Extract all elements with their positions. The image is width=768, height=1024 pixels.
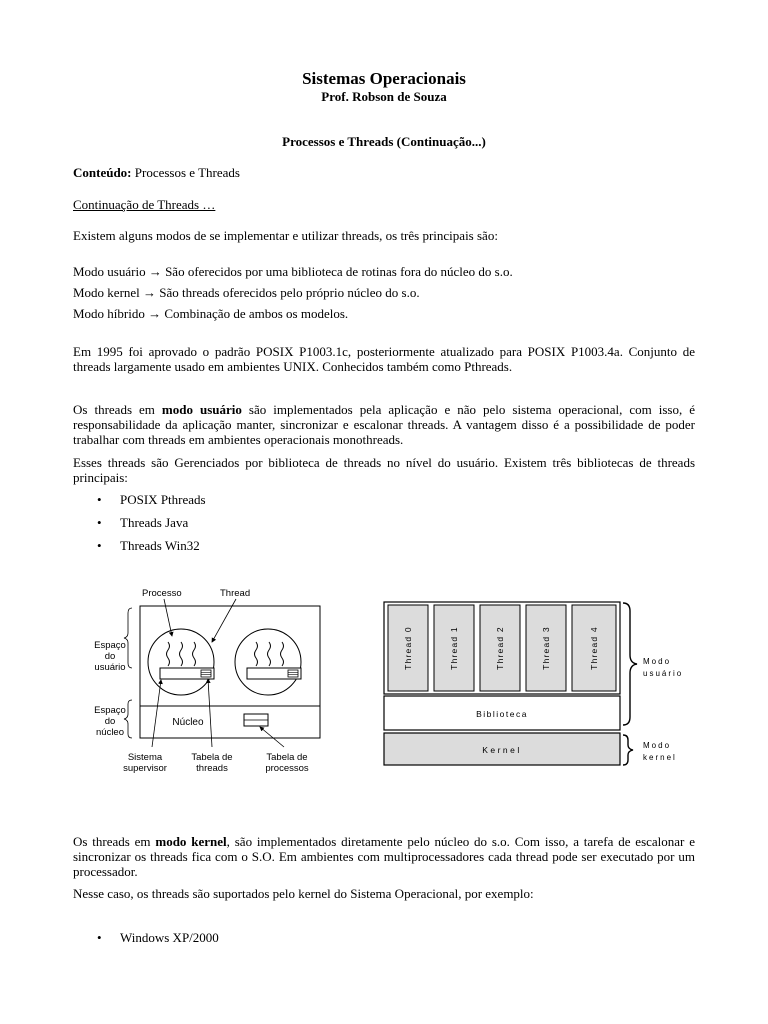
content-value: Processos e Threads [131,165,240,180]
label-modo-usuario-2: usuário [643,669,684,678]
intro-text: Existem alguns modos de se implementar e utilizar threads, os três principais são: [73,228,498,243]
section-heading [73,197,695,212]
list-item [73,515,695,531]
bullet-icon: • [97,930,102,945]
section-heading-text: Continuação de Threads … [73,197,216,212]
thread-table-icon [201,670,211,677]
document-title: Sistemas Operacionais [302,69,466,88]
label-modo-kernel-2: kernel [643,753,677,762]
thread-4-label: Thread 4 [589,626,599,670]
label-sistema-supervisor-1: Sistema [127,752,163,763]
kernel-mode-bold: modo kernel [155,834,227,849]
mode-kernel-line: Modo kernel → São threads oferecidos pelo próprio núcleo do s.o. [73,285,420,300]
label-tabela-processos-2: processos [265,763,309,774]
bullet-icon: • [97,538,102,553]
content-label: Conteúdo: [73,165,132,180]
thread-wave-icons [167,642,284,666]
thread-1-label: Thread 1 [449,626,459,670]
label-modo-usuario-1: Modo [643,657,672,666]
brace-icon [623,603,637,725]
brace-icon [623,735,633,765]
bullet-icon: • [97,515,102,530]
user-threads-diagram [88,582,328,782]
label-espaco-usuario-3: usuário [94,662,126,673]
kernel-label: Kernel [482,745,522,755]
kernel-space-box [140,706,320,738]
user-mode-bold: modo usuário [161,402,242,417]
list-item-text: POSIX Pthreads [120,492,206,507]
label-processo: Processo [142,588,182,599]
mode-hybrid-line: Modo híbrido → Combinação de ambos os modelos. [73,306,349,321]
thread-0-label: Thread 0 [403,626,413,670]
bullet-icon: • [97,492,102,507]
content-line [73,165,695,180]
list-item-text: Windows XP/2000 [120,930,219,945]
mode-user-line: Modo usuário → São oferecidos por uma biblioteca de rotinas fora do núcleo do s.o. [73,264,513,279]
library-label: Biblioteca [476,709,528,719]
label-tabela-threads-2: threads [196,763,228,774]
label-thread: Thread [220,588,251,599]
author: Prof. Robson de Souza [321,89,447,104]
user-mode-paragraph: Os threads em modo usuário são implementados pela aplicação e não pelo sistema operacional, com isso, é responsabilidade da aplicação manter, sincronizar e escalonar threads. A vantagem disso é a possibilidade de poder trabalhar com threads em ambientes operacionais monothreads. [73,402,695,447]
kernel-mode-paragraph: Os threads em modo kernel, são implementados diretamente pelo núcleo do s.o. Com isso, a tarefa de escalonar e sincronizar os threads fica com o S.O. Em ambientes com multiprocessadores cada thread pode ser executado por um processador. [73,834,695,879]
kernel-examples-intro: Nesse caso, os threads são suportados pelo kernel do Sistema Operacional, por exemplo: [73,886,534,901]
process-circle [235,629,301,695]
brace-icon [124,608,132,668]
thread-3-label: Thread 3 [541,626,551,670]
label-espaco-nucleo-2: do [104,716,116,727]
process-circle [148,629,214,695]
label-espaco-usuario-2: do [104,651,116,662]
label-tabela-processos-1: Tabela de [266,752,308,763]
label-nucleo: Núcleo [172,717,204,728]
library-kernel-diagram [380,598,690,770]
list-item [73,538,695,554]
list-item-text: Threads Win32 [120,538,200,553]
label-modo-kernel-1: Modo [643,741,672,750]
lesson-subtitle: Processos e Threads (Continuação...) [282,134,486,149]
list-item [73,492,695,508]
thread-table-icon [288,670,298,677]
list-item-text: Threads Java [120,515,189,530]
thread-2-label: Thread 2 [495,626,505,670]
label-tabela-threads-1: Tabela de [191,752,233,763]
list-item [73,930,695,946]
libraries-paragraph: Esses threads são Gerenciados por biblioteca de threads no nível do usuário. Existem três bibliotecas de threads principais: [73,455,695,485]
label-espaco-usuario-1: Espaço [94,640,126,651]
posix-paragraph: Em 1995 foi aprovado o padrão POSIX P1003.1c, posteriormente atualizado para POSIX P1003.4a. Conjunto de threads largamente usado em ambientes UNIX. Conhecidos também como Pthreads. [73,344,695,374]
label-espaco-nucleo-1: Espaço [94,705,126,716]
label-sistema-supervisor-2: supervisor [123,763,167,774]
label-espaco-nucleo-3: núcleo [96,727,124,738]
